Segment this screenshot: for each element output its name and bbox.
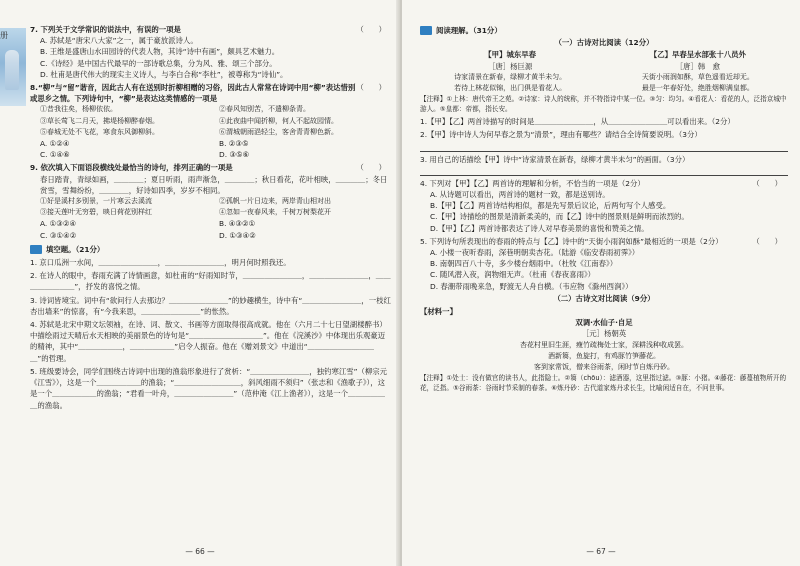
answer-line[interactable] — [420, 166, 788, 176]
q4-option-c: C.【甲】诗描绘的图景是清新柔美的，而【乙】诗中的图景则是鲜明而浓烈的。 — [430, 212, 689, 222]
page-number-left: — 66 — — [185, 547, 215, 556]
answer-paren: （ ） — [356, 83, 386, 93]
reading-q4-title: 4. 下列对【甲】【乙】两首诗的理解和分析，不恰当的一项是（2分） — [420, 178, 645, 188]
question-7 — [30, 24, 392, 80]
poem-a — [420, 49, 600, 94]
q8-item-1: ①昔我往矣，杨柳依依。 — [40, 105, 117, 114]
q9-item-1: ①好是溪村多别景，一片寒云去溪流 — [40, 197, 152, 206]
poem-c-author: ［元］杨朝英 — [581, 329, 627, 339]
poem-notes: 【注释】①上林：唐代帝王之苑。②诗家：诗人的统称，并不特指诗中某一位。③匀：均匀。④看花人：看花的人，泛指京城中游人。⑤皇都：帝都，指长安。 — [420, 95, 787, 114]
poem-a-title: 【甲】城东早春 — [484, 50, 537, 60]
q8-option-c: C. ①④⑥ — [40, 150, 70, 160]
q4-option-a: A. 从诗题可以看出，两首诗的题材一致，都是送别诗。 — [430, 190, 610, 200]
material-label: 【材料一】 — [420, 307, 457, 317]
q5-option-b: B. 南朝四百八十寺，多少楼台烟雨中。（杜牧《江南春》） — [430, 259, 618, 269]
q7-option-b: B. 王维是盛唐山水田园诗的代表人物，其诗“诗中有画”，颇具艺术魅力。 — [40, 47, 280, 57]
figure-illustration — [5, 50, 19, 90]
right-page — [402, 0, 800, 566]
section-fill-blank — [30, 244, 392, 255]
q9-option-a: A. ①③②④ — [40, 219, 77, 229]
page-number-right: — 67 — — [586, 547, 616, 556]
poem-a-author: ［唐］杨巨源 — [487, 61, 533, 71]
answer-line[interactable] — [420, 142, 788, 152]
poem-a-line-1: 诗家清景在新春，绿柳才黄半未匀。 — [454, 72, 567, 81]
q9-option-d: D. ①③④② — [219, 230, 256, 240]
poem-c-line-3: 客到家常饭，僧来谷雨茶，闲时节自炼丹砂。 — [534, 363, 674, 372]
q8-option-b: B. ②③⑤ — [219, 139, 249, 149]
poem-b-line-2: 最是一年春好处，绝胜烟柳满皇都。 — [641, 84, 754, 93]
left-content — [30, 22, 392, 411]
q7-option-a: A. 苏轼是“唐宋八大家”之一，属于豪放派诗人。 — [40, 36, 198, 46]
answer-paren: （ ） — [752, 178, 782, 188]
poem-c-line-1: 杏花村里旧生涯，瘦竹疏梅处士家，深耕浅种收成罢。 — [520, 340, 688, 349]
poem-c-notes: 【注释】①处士：没有做官的读书人，此指隐士。②篘（chōu）：滤酒器，这里指过滤。③豚：小猪。④藤花：藤蔓植物所开的花，泛指。⑤谷雨茶：谷雨时节采制的春茶。⑥炼丹砂：古代道家炼丹求长生，比喻闲适自在，不问世事。 — [420, 374, 787, 393]
reading-q1: 1.【甲】【乙】两首诗描写的时间是＿＿＿＿＿＿＿＿，从＿＿＿＿＿＿＿＿可以看出来。（2分） — [420, 117, 735, 127]
q8-option-a: A. ①②④ — [40, 139, 70, 149]
poem-b — [608, 49, 788, 94]
q4-option-b: B.【甲】【乙】两首诗结构相似，都是先写景后议论，后两句写个人感受。 — [430, 201, 671, 211]
q8-item-3: ③草长莺飞二月天，拂堤杨柳醉春烟。 — [40, 116, 159, 125]
q7-option-c: C.《诗经》是中国古代最早的一部诗歌总集，分为风、雅、颂三个部分。 — [40, 58, 277, 68]
fill-q2: 2. 在诗人的眼中，春雨充满了诗情画意，如杜甫的“好雨知时节，＿＿＿＿＿＿＿＿，＿＿＿＿＿＿＿＿，＿＿＿＿＿＿＿＿”，抒发的喜悦之情。 — [30, 271, 391, 292]
answer-paren: （ ） — [752, 236, 782, 246]
q8-item-6: ⑥渭城朝雨浥轻尘，客舍青青柳色新。 — [219, 127, 338, 136]
q9-option-c: C. ③①④② — [40, 230, 77, 240]
strip-text: 册 — [0, 31, 8, 40]
poem-pair — [420, 49, 788, 94]
q9-item-2: ②孤帆一片日边来，两岸青山相对出 — [219, 197, 331, 206]
q9-option-b: B. ④③②① — [219, 219, 256, 229]
section-title: 阅读理解。（31分） — [436, 26, 502, 35]
poem-c — [420, 317, 788, 373]
q9-item-3: ③接天莲叶无穷碧，映日荷花别样红 — [40, 208, 152, 217]
answer-paren: （ ） — [356, 163, 386, 173]
poem-c-line-2: 酒新篘，鱼旋打，有鸡豚竹笋藤花。 — [548, 351, 660, 360]
subsection-1-title: （一）古诗对比阅读（12分） — [554, 38, 654, 48]
question-8 — [30, 82, 392, 160]
reading-q2: 2.【甲】诗中诗人为何早春之景为“清景”，理由有哪些？请结合全诗简要说明。（3分） — [420, 130, 702, 140]
q9-item-4: ④忽如一夜春风来，千树万树梨花开 — [219, 208, 331, 217]
answer-paren: （ ） — [356, 25, 386, 34]
fill-q4: 4. 苏轼是北宋中期文坛领袖，在诗、词、散文、书画等方面取得很高成就。他在（六月二十七日望湖楼醉书）中描绘雨过天晴后水天相映的美丽景色的诗句是“＿＿＿＿＿＿＿＿＿＿”。他在《浣溪沙》中体现出乐观豪迈的精神，其中“＿＿＿＿＿＿，＿＿＿＿＿＿”启令人振奋。他在《赠刘景文》中道出“＿＿＿＿＿＿＿＿＿＿”的哲理。 — [30, 320, 387, 363]
reading-q3: 3. 用自己的话描绘【甲】诗中“诗家清景在新春，绿柳才黄半未匀”的画面。（3分） — [420, 154, 690, 164]
q5-option-a: A. 小楼一夜听春雨，深巷明朝卖杏花。（陆游《临安春雨初霁》） — [430, 248, 640, 258]
fill-q5: 5. 班级要诗会，同学们围绕古诗词中出现的渔翁形象进行了赏析：“＿＿＿＿＿＿＿＿，独钓寒江雪”（柳宗元《江雪》），这是一个＿＿＿＿＿＿的渔翁；“＿＿＿＿＿＿＿＿＿，斜风细雨不须归”（张志和《渔歌子》），这是一个＿＿＿＿＿＿的渔翁；“君看一叶舟，＿＿＿＿＿＿＿＿”（范仲淹《江上渔者》），这是一个＿＿＿＿＿＿的渔翁。 — [30, 366, 388, 410]
poem-b-line-1: 天街小雨润如酥，草色遥看近却无。 — [641, 72, 754, 81]
poem-b-title: 【乙】早春呈水部张十八员外 — [649, 50, 746, 60]
question-8-title: 8.“柳”与“留”谐音，因此古人有在送别时折柳相赠的习俗，因此古人常常在诗词中用“柳”表达惜别或思乡之情。下列诗句中，“柳”是表达这类情感的一项是 — [30, 83, 356, 104]
q5-option-d: D. 春潮带雨晚来急，野渡无人舟自横。（韦应物《滁州西涧》） — [430, 281, 633, 291]
fill-q3: 3. 诗词皆境宝。词中有“欲问行人去那边？＿＿＿＿＿＿＿＿”的妙趣横生，诗中有“＿＿＿＿＿＿＿＿，一枝红杏出墙来”的惊喜，有“今我来思，＿＿＿＿＿＿＿＿”的怅然。 — [30, 295, 391, 316]
q8-item-2: ②春风知别苦，不遣柳条青。 — [219, 105, 310, 114]
poem-b-author: ［唐］韩 愈 — [675, 61, 721, 71]
section-reading — [420, 25, 788, 36]
q5-option-c: C. 随风潜入夜，润物细无声。（杜甫《春夜喜雨》） — [430, 270, 596, 280]
fill-q1: 1. 京口瓜洲一水间，＿＿＿＿＿＿＿＿，＿＿＿＿＿＿＿＿，明月何时照我还。 — [30, 258, 291, 268]
subsection-2-title: （二）古诗文对比阅读（9分） — [553, 293, 655, 303]
question-7-title: 7. 下列关于文学常识的说法中，有误的一项是 — [30, 25, 181, 34]
q9-passage: 春日踏青，青绿如画，＿＿＿＿；夏日听雨，雨声渐急，＿＿＿＿；秋日看花，花叶相映，＿＿＿＿；冬日赏雪，雪舞纷纷，＿＿＿＿，好诗如四季，岁岁不相同。 — [40, 174, 388, 195]
q8-item-4: ④此夜曲中闻折柳，何人不起故园情。 — [219, 116, 338, 125]
right-content — [420, 22, 788, 393]
q8-item-5: ⑤春城无处不飞花，寒食东风御柳斜。 — [40, 127, 159, 136]
q4-option-d: D.【甲】【乙】两首诗都表达了诗人对早春美景的喜悦和赞美之情。 — [430, 223, 649, 233]
reading-q5-title: 5. 下列诗句所表现出的春雨的特点与【乙】诗中的“天街小雨润如酥”最相近的一项是（2分） — [420, 236, 723, 246]
poem-a-line-2: 若待上林花似锦，出门俱是看花人。 — [454, 84, 567, 93]
section-icon — [30, 245, 42, 254]
section-icon — [420, 26, 432, 35]
reading-q5 — [420, 236, 788, 292]
question-9-title: 9. 依次填入下面语段横线处最恰当的诗句，排列正确的一项是 — [30, 163, 233, 173]
q7-option-d: D. 杜甫是唐代伟大的现实主义诗人，与李白合称“李杜”，被尊称为“诗仙”。 — [40, 69, 288, 79]
question-9 — [30, 162, 392, 240]
poem-c-title: 双调·水仙子·自足 — [575, 318, 633, 328]
reading-q4 — [420, 178, 788, 234]
q8-option-d: D. ③⑤⑥ — [219, 150, 250, 160]
section-title: 填空题。（21分） — [46, 244, 105, 254]
